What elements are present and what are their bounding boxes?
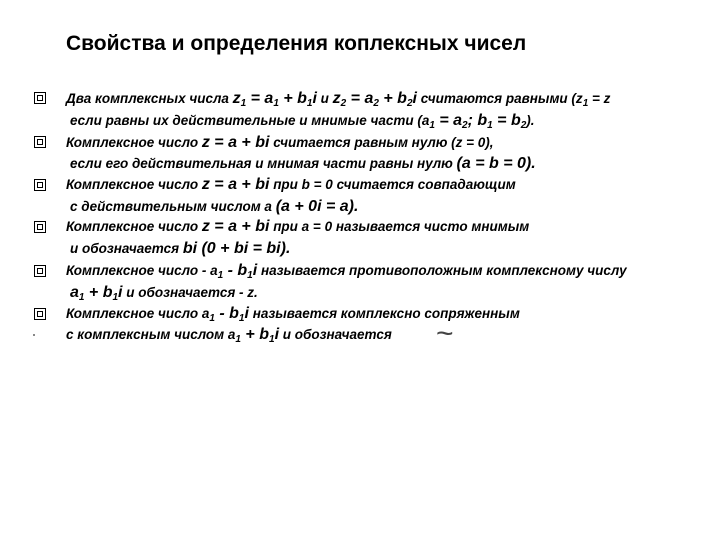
item-5-line-2: $a_1 + b_1i$ и обозначается - z. [70,284,258,303]
item-2-line-1: Комплексное число z = a + bi считается равным нулю (z = 0), [66,134,494,151]
item-1-line-2: если равны их действительные и мнимые части ($a_1 = a_2$; $b_1 = b_2$). [70,112,535,131]
item-4-line-1: Комплексное число z = a + bi при a = 0 называется чисто мнимым [66,218,530,235]
stray-dot [33,334,35,336]
page-title: Свойства и определения коплексных чисел [66,32,527,55]
item-2-line-2: если его действительная и мнимая части равны нулю (a = b = 0). [70,155,536,172]
item-5-line-1: Комплексное число - $a_1 - b_1i$ называется противоположным комплексному числу [66,262,627,281]
bullet-icon [34,136,46,148]
item-1-line-1: Два комплексных числа $z_1 = a_1 + b_1i$ и $z_2 = a_2 + b_2i$ считаются равными ($z_1 = z$ [66,90,611,109]
bullet-icon [34,221,46,233]
item-4-line-2: и обозначается bi (0 + bi = bi). [70,240,291,257]
item-6-line-1: Комплексное число $a_1 - b_1i$ называется комплексно сопряженным [66,305,520,324]
item-6-line-2: с комплексным числом $a_1 + b_1i$ и обозначается [66,326,392,345]
bullet-icon [34,265,46,277]
item-3-line-2: с действительным числом a (a + 0i = a). [70,198,359,215]
conjugate-tilde-symbol: ~ [436,317,454,350]
bullet-icon [34,92,46,104]
bullet-icon [34,179,46,191]
item-3-line-1: Комплексное число z = a + bi при b = 0 считается совпадающим [66,176,516,193]
bullet-icon [34,308,46,320]
